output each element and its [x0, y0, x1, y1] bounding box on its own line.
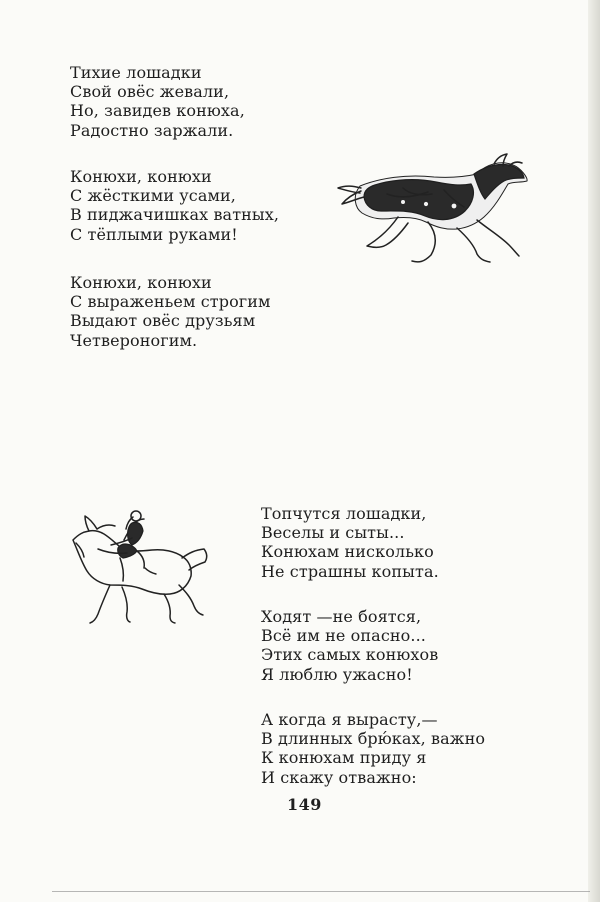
poem-line: С тёплыми руками!	[70, 224, 238, 244]
poem-line: Радостно заржали.	[70, 120, 234, 140]
poem-stanza-4	[261, 504, 439, 581]
poem-line: Свой овёс жевали,	[70, 82, 230, 102]
poem-stanza-3	[70, 273, 271, 350]
poem-stanza-5	[261, 607, 438, 684]
poem-line: Выдают овёс друзьям	[70, 311, 256, 331]
poem-line: Конюхи, конюхи	[70, 273, 212, 292]
poem-line: Я люблю ужасно!	[261, 664, 413, 684]
poem-line: С выраженьем строгим	[70, 292, 271, 312]
poem-line: Конюхам нисколько	[261, 542, 434, 562]
poem-line: Но, завидев конюха,	[70, 101, 245, 121]
poem-line: Всё им не опасно...	[261, 626, 426, 646]
poem-line: Конюхи, конюхи	[70, 167, 212, 186]
poem-stanza-6	[261, 710, 485, 787]
poem-line: И скажу отважно:	[261, 767, 417, 787]
poem-stanza-1	[70, 63, 245, 140]
poem-line: Топчутся лошадки,	[261, 504, 427, 523]
page-edge-shadow	[588, 0, 600, 902]
poem-line: А когда я вырасту,—	[261, 710, 438, 729]
poem-line: Ходят —не боятся,	[261, 607, 422, 626]
page-number: 149	[287, 795, 322, 814]
bottom-rule	[52, 891, 590, 892]
poem-line: Этих самых конюхов	[261, 645, 439, 665]
running-horse-illustration	[333, 150, 531, 268]
poem-line: С жёсткими усами,	[70, 186, 236, 206]
poem-line: Не страшны копыта.	[261, 561, 439, 581]
poem-line: Веселы и сыты...	[261, 523, 405, 543]
poem-line: Тихие лошадки	[70, 63, 202, 82]
poem-line: В пиджачишках ватных,	[70, 205, 280, 225]
poem-line: К конюхам приду я	[261, 748, 427, 768]
rider-horse-illustration	[68, 505, 213, 627]
poem-line: В длинных брю́ках, важно	[261, 729, 486, 749]
poem-stanza-2	[70, 167, 279, 244]
poem-line: Четвероногим.	[70, 330, 198, 350]
